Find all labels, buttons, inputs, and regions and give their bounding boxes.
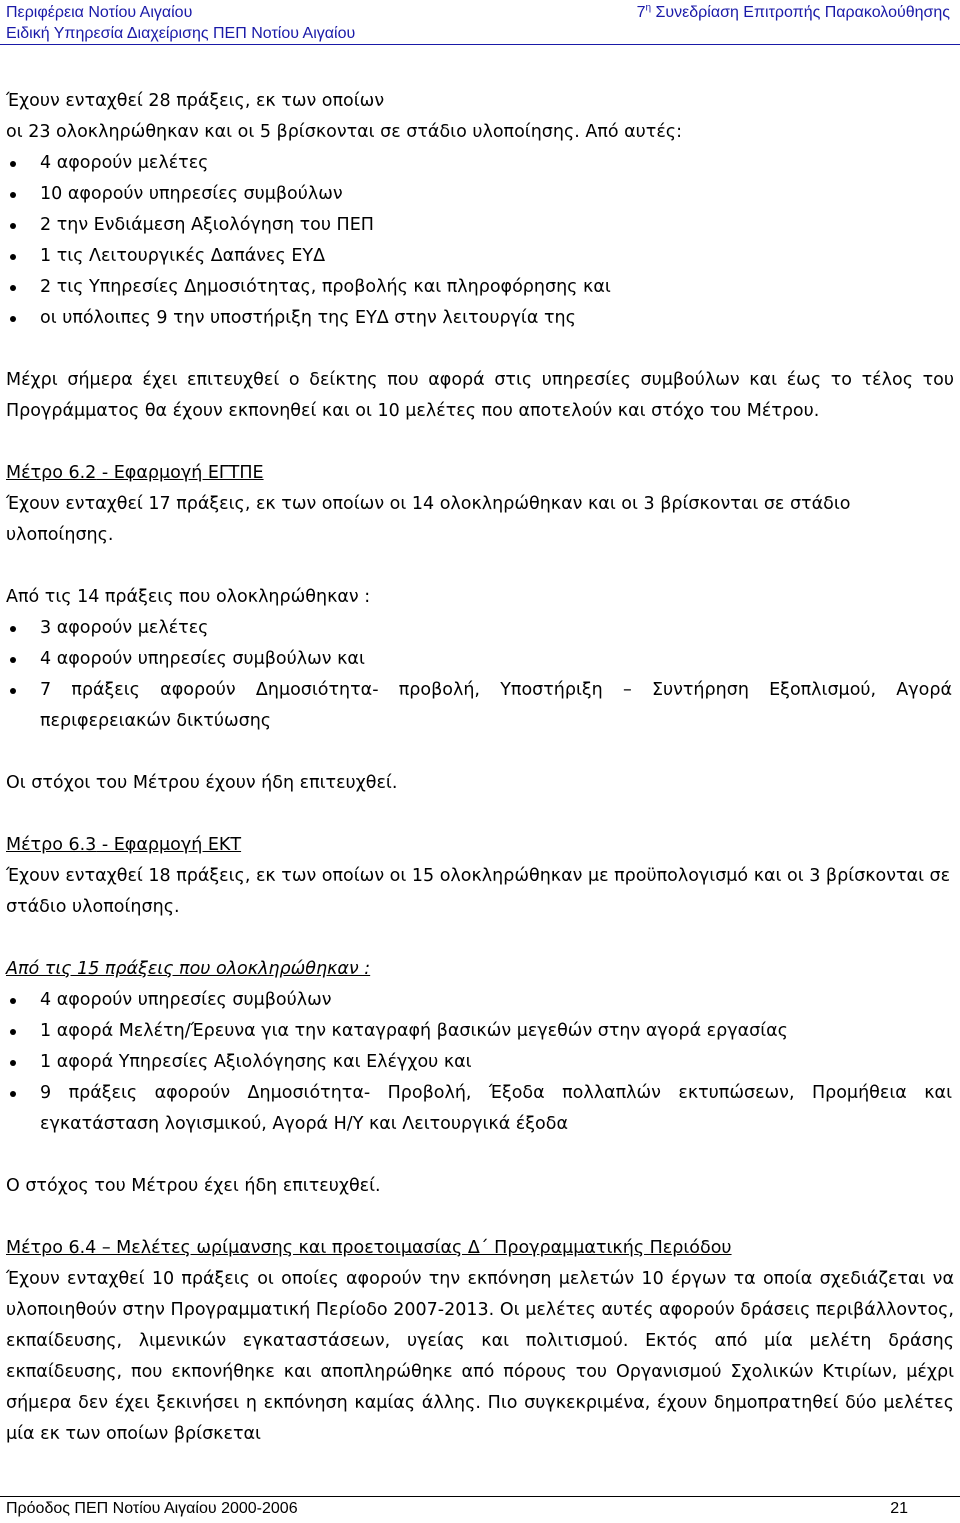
header-divider: [0, 44, 960, 45]
page-footer: [0, 1496, 960, 1523]
measure-6-3-title-number: Μέτρο 6.3: [6, 835, 97, 855]
list-item: 1 τις Λειτουργικές Δαπάνες ΕΥΔ: [0, 241, 960, 272]
measure-6-2-title: [0, 458, 960, 489]
spacer: [0, 334, 960, 365]
measure-6-2-title-name: - Εφαρμογή ΕΓΤΠΕ: [96, 463, 264, 483]
measure-6-4-title: [0, 1233, 960, 1264]
intro-line-1: Έχουν ενταχθεί 28 πράξεις, εκ των οποίων: [6, 91, 385, 111]
list-item: 9 πράξεις αφορούν Δημοσιότητα- Προβολή, Έξοδα πολλαπλών εκτυπώσεων, Προμήθεια και εγκατάσταση λογισμικού, Αγορά Η/Υ και Λειτουργικά έξοδα: [0, 1078, 960, 1140]
list-item: 10 αφορούν υπηρεσίες συμβούλων: [0, 179, 960, 210]
spacer: [0, 551, 960, 582]
measure-6-3-closing: Ο στόχος του Μέτρου έχει ήδη επιτευχθεί.: [6, 1176, 381, 1196]
measure-6-3-lead-text: Από τις 15 πράξεις που ολοκληρώθηκαν :: [6, 959, 371, 979]
list-item: 7 πράξεις αφορούν Δημοσιότητα- προβολή, Υποστήριξη – Συντήρηση Εξοπλισμού, Αγορά περιφερειακών δικτύωσης: [0, 675, 960, 737]
header-meeting-ordinal: η: [645, 2, 652, 14]
header-meeting-number: 7: [636, 4, 646, 21]
measure-6-2-lead: Από τις 14 πράξεις που ολοκληρώθηκαν :: [6, 587, 371, 607]
measure-6-2-closing: Οι στόχοι του Μέτρου έχουν ήδη επιτευχθεί.: [6, 773, 398, 793]
measure-6-3-title-name: - Εφαρμογή ΕΚΤ: [96, 835, 242, 855]
list-item: 1 αφορά Μελέτη/Έρευνα για την καταγραφή βασικών μεγεθών στην αγορά εργασίας: [0, 1016, 960, 1047]
spacer: [0, 1140, 960, 1171]
page-header: [0, 0, 960, 44]
header-region: Περιφέρεια Νοτίου Αιγαίου: [6, 4, 193, 21]
spacer: [0, 923, 960, 954]
list-item: 4 αφορούν υπηρεσίες συμβούλων και: [0, 644, 960, 675]
list-item: 3 αφορούν μελέτες: [0, 613, 960, 644]
spacer: [0, 799, 960, 830]
list-item: οι υπόλοιπες 9 την υποστήριξη της ΕΥΔ στην λειτουργία της: [0, 303, 960, 334]
list-item: 2 την Ενδιάμεση Αξιολόγηση του ΠΕΠ: [0, 210, 960, 241]
measure-6-2-list: [0, 613, 960, 737]
list-item: 4 αφορούν υπηρεσίες συμβούλων: [0, 985, 960, 1016]
list-item: 2 τις Υπηρεσίες Δημοσιότητας, προβολής και πληροφόρησης και: [0, 272, 960, 303]
spacer: [0, 1202, 960, 1233]
measure-6-4-title-text: Μέτρο 6.4 – Μελέτες ωρίμανσης και προετοιμασίας Δ΄ Προγραμματικής Περιόδου: [6, 1238, 732, 1258]
footer-title: Πρόοδος ΠΕΠ Νοτίου Αιγαίου 2000-2006: [6, 1500, 298, 1517]
intro-list: [0, 148, 960, 334]
measure-6-4-body: Έχουν ενταχθεί 10 πράξεις οι οποίες αφορούν την εκπόνηση μελετών 10 έργων τα οποία σχεδιάζεται να υλοποιηθούν στην Προγραμματική Περίοδο 2007-2013. Οι μελέτες αυτές αφορούν δράσεις περιβάλλοντος, εκπαίδευσης, λιμενικών εγκαταστάσεων, υγείας και πολιτισμού. Εκτός από μία μελέτη δράσης εκπαίδευσης, που εκπονήθηκε και αποπληρώθηκε από πόρους του Οργανισμού Σχολικών Κτιρίων, μέχρι σήμερα δεν έχει ξεκινήσει η εκπόνηση καμίας άλλης. Πιο συγκεκριμένα, έχουν δημοπρατηθεί δύο μελέτες μία εκ των οποίων βρίσκεται: [6, 1269, 954, 1444]
header-meeting: [637, 2, 950, 23]
measure-6-3-lead: [0, 954, 960, 985]
document-body: [0, 86, 960, 1450]
measure-6-3-summary: Έχουν ενταχθεί 18 πράξεις, εκ των οποίων οι 15 ολοκληρώθηκαν με προϋπολογισμό και οι 3 βρίσκονται σε στάδιο υλοποίησης.: [6, 866, 951, 917]
spacer: [0, 427, 960, 458]
list-item: 1 αφορά Υπηρεσίες Αξιολόγησης και Ελέγχου και: [0, 1047, 960, 1078]
header-meeting-title: Συνεδρίαση Επιτροπής Παρακολούθησης: [651, 4, 950, 21]
indicator-paragraph: Μέχρι σήμερα έχει επιτευχθεί ο δείκτης που αφορά στις υπηρεσίες συμβούλων και έως το τέλος του Προγράμματος θα έχουν εκπονηθεί και οι 10 μελέτες που αποτελούν και στόχο του Μέτρου.: [6, 370, 954, 421]
spacer: [0, 737, 960, 768]
measure-6-2-summary: Έχουν ενταχθεί 17 πράξεις, εκ των οποίων οι 14 ολοκληρώθηκαν και οι 3 βρίσκονται σε στάδιο υλοποίησης.: [6, 494, 851, 545]
measure-6-3-list: [0, 985, 960, 1140]
list-item: 4 αφορούν μελέτες: [0, 148, 960, 179]
page-number: 21: [890, 1500, 908, 1517]
header-authority: Ειδική Υπηρεσία Διαχείρισης ΠΕΠ Νοτίου Αιγαίου: [6, 25, 356, 42]
measure-6-2-title-number: Μέτρο 6.2: [6, 463, 97, 483]
measure-6-3-title: [0, 830, 960, 861]
footer-divider: [0, 1496, 960, 1497]
intro-line-2: οι 23 ολοκληρώθηκαν και οι 5 βρίσκονται σε στάδιο υλοποίησης. Από αυτές:: [6, 122, 682, 142]
